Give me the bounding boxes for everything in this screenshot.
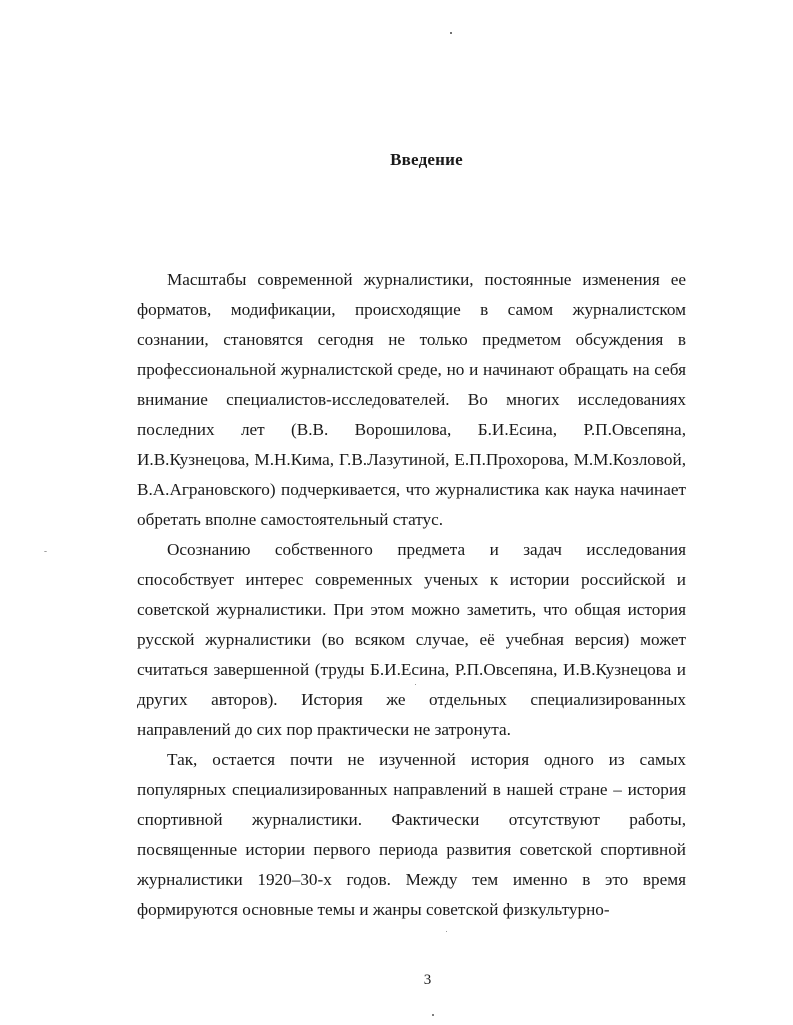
paragraph-3: Так, остается почти не изученной история одного из самых популярных специализированных направлений в нашей стране – история спортивной журналистики. Фактически отсутствуют работы, посвященные истории первого периода развития советской спортивной журналистики 1920–30-х годов. Между тем именно в это время формируются основные темы и жанры советской физкультурно-	[137, 750, 686, 919]
scan-speck	[446, 931, 447, 932]
paragraph-1: Масштабы современной журналистики, постоянные изменения ее форматов, модификации, происходящие в самом журналистском сознании, становятся сегодня не только предметом обсуждения в профессиональной журналистской среде, но и начинают обращать на себя внимание специалистов-исследователей. Во многих исследованиях последних лет (В.В. Ворошилова, Б.И.Есина, Р.П.Овсепяна, И.В.Кузнецова, М.Н.Кима, Г.В.Лазутиной, Е.П.Прохорова, М.М.Козловой, В.А.Аграновского) подчеркивается, что журналистика как наука начинает обретать вполне самостоятельный статус.	[137, 270, 686, 529]
scan-speck	[44, 551, 47, 552]
scan-speck	[432, 1014, 434, 1016]
section-title: Введение	[390, 150, 463, 169]
paragraph-2: Осознанию собственного предмета и задач исследования способствует интерес современных ученых к истории российской и советской журналистики. При этом можно заметить, что общая история русской журналистики (во всяком случае, её учебная версия) может считаться завершенной (труды Б.И.Есина, Р.П.Овсепяна, И.В.Кузнецова и других авторов). История же отдельных специализированных направлений до сих пор практически не затронута.	[137, 540, 686, 739]
scan-speck	[450, 32, 452, 34]
page-number: 3	[423, 972, 432, 988]
body-text	[137, 265, 686, 925]
